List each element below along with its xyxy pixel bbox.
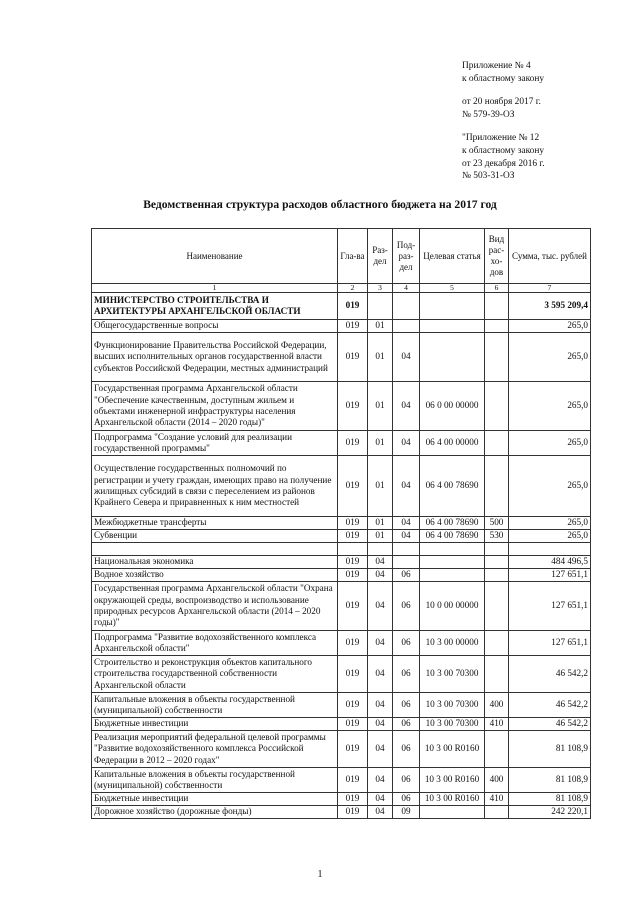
- reference-line: "Приложение № 12: [462, 133, 540, 144]
- cell-vid: 530: [485, 530, 509, 543]
- cell-name: Реализация мероприятий федеральной целевой программы "Развитие водохозяйственного комплекса Российской Федерации в 2012 – 2020 годах": [92, 731, 338, 768]
- cell-vid: [485, 656, 509, 693]
- column-header-statya: Целевая статья: [420, 229, 485, 284]
- cell-summa: 265,0: [509, 320, 591, 333]
- cell-summa: 484 496,5: [509, 556, 591, 569]
- cell-name: Подпрограмма "Развитие водохозяйственного комплекса Архангельской области": [92, 631, 338, 656]
- appendix-line: к областному закону: [462, 73, 545, 84]
- column-number: 7: [509, 284, 591, 293]
- cell-glava: 019: [338, 333, 368, 382]
- reference-line: к областному закону: [462, 145, 545, 156]
- table-row: [92, 333, 591, 382]
- table-row: [92, 656, 591, 693]
- cell-razdel: [368, 293, 393, 320]
- cell-name: Дорожное хозяйство (дорожные фонды): [92, 806, 338, 819]
- reference-line: от 23 декабря 2016 г.: [462, 158, 545, 169]
- cell-name: Государственная программа Архангельской области "Обеспечение качественным, доступным жильем и объектами инженерной инфраструктуры населения Архангельской области (2014 – 2020 годы)": [92, 382, 338, 431]
- column-number: 6: [485, 284, 509, 293]
- column-number: 2: [338, 284, 368, 293]
- cell-vid: 410: [485, 718, 509, 731]
- table-row: [92, 293, 591, 320]
- cell-podrazdel: 04: [393, 431, 420, 456]
- law-number-line: № 579-39-ОЗ: [462, 109, 515, 120]
- cell-razdel: 01: [368, 456, 393, 517]
- cell-statya: [420, 320, 485, 333]
- cell-name: Государственная программа Архангельской области "Охрана окружающей среды, воспроизводство и использование природных ресурсов Архангельской области (2014 – 2020 годы)": [92, 582, 338, 631]
- table-row: [92, 456, 591, 517]
- cell-podrazdel: 04: [393, 530, 420, 543]
- table-row: [92, 731, 591, 768]
- cell-razdel: 01: [368, 320, 393, 333]
- cell-podrazdel: 06: [393, 569, 420, 582]
- column-header-glava: Гла-ва: [338, 229, 368, 284]
- cell-podrazdel: 06: [393, 718, 420, 731]
- cell-glava: 019: [338, 569, 368, 582]
- cell-statya: 10 3 00 R0160: [420, 768, 485, 793]
- column-number: 4: [393, 284, 420, 293]
- reference-block: [462, 132, 632, 182]
- cell-podrazdel: 04: [393, 456, 420, 517]
- cell-glava: 019: [338, 320, 368, 333]
- cell-razdel: 04: [368, 731, 393, 768]
- cell-statya: [420, 293, 485, 320]
- cell-statya: 10 3 00 70300: [420, 718, 485, 731]
- cell-name: Осуществление государственных полномочий по регистрации и учету граждан, имеющих право на получение жилищных субсидий в связи с переселением из районов Крайнего Севера и приравненных к ним местностей: [92, 456, 338, 517]
- cell-statya: 06 4 00 78690: [420, 530, 485, 543]
- cell-name: Капитальные вложения в объекты государственной (муниципальной) собственности: [92, 693, 338, 718]
- cell-summa: 265,0: [509, 517, 591, 530]
- cell-summa: [509, 543, 591, 556]
- cell-name: Строительство и реконструкция объектов капитального строительства государственной собственности Архангельской области: [92, 656, 338, 693]
- cell-glava: 019: [338, 517, 368, 530]
- cell-statya: 10 3 00 R0160: [420, 731, 485, 768]
- cell-name: Водное хозяйство: [92, 569, 338, 582]
- column-number-row: [92, 284, 591, 293]
- cell-razdel: 04: [368, 806, 393, 819]
- cell-podrazdel: 06: [393, 768, 420, 793]
- cell-vid: 400: [485, 693, 509, 718]
- cell-name: МИНИСТЕРСТВО СТРОИТЕЛЬСТВА И АРХИТЕКТУРЫ АРХАНГЕЛЬСКОЙ ОБЛАСТИ: [92, 293, 338, 320]
- column-header-razdel: Раз-дел: [368, 229, 393, 284]
- table-row: [92, 693, 591, 718]
- appendix-header: [462, 60, 632, 194]
- column-number: 1: [92, 284, 338, 293]
- column-header-podrazdel: Под-раз-дел: [393, 229, 420, 284]
- cell-statya: 06 4 00 78690: [420, 517, 485, 530]
- law-date-block: [462, 96, 632, 121]
- cell-glava: 019: [338, 582, 368, 631]
- cell-name: Функционирование Правительства Российской Федерации, высших исполнительных органов государственной власти субъектов Российской Федерации, местных администраций: [92, 333, 338, 382]
- table-header-row: [92, 229, 591, 284]
- appendix-line: Приложение № 4: [462, 61, 531, 71]
- cell-razdel: 04: [368, 656, 393, 693]
- cell-vid: [485, 543, 509, 556]
- cell-glava: 019: [338, 768, 368, 793]
- law-date-line: от 20 ноября 2017 г.: [462, 97, 541, 108]
- table-row: [92, 768, 591, 793]
- cell-podrazdel: [393, 543, 420, 556]
- cell-summa: 46 542,2: [509, 656, 591, 693]
- column-header-name: Наименование: [92, 229, 338, 284]
- reference-line: № 503-31-ОЗ: [462, 171, 515, 182]
- cell-name: Национальная экономика: [92, 556, 338, 569]
- table-row: [92, 569, 591, 582]
- cell-name: Субвенции: [92, 530, 338, 543]
- document-title: Ведомственная структура расходов областного бюджета на 2017 год: [143, 198, 497, 211]
- table-row: [92, 543, 591, 556]
- cell-glava: 019: [338, 731, 368, 768]
- cell-podrazdel: 06: [393, 693, 420, 718]
- cell-podrazdel: [393, 556, 420, 569]
- cell-summa: 265,0: [509, 431, 591, 456]
- cell-podrazdel: [393, 320, 420, 333]
- cell-razdel: 04: [368, 631, 393, 656]
- cell-glava: 019: [338, 806, 368, 819]
- cell-glava: 019: [338, 530, 368, 543]
- table-row: [92, 582, 591, 631]
- cell-podrazdel: 04: [393, 333, 420, 382]
- cell-summa: 81 108,9: [509, 768, 591, 793]
- cell-statya: [420, 569, 485, 582]
- cell-summa: 242 220,1: [509, 806, 591, 819]
- cell-summa: 3 595 209,4: [509, 293, 591, 320]
- table-row: [92, 556, 591, 569]
- cell-glava: [338, 543, 368, 556]
- cell-glava: 019: [338, 718, 368, 731]
- cell-statya: 06 0 00 00000: [420, 382, 485, 431]
- cell-glava: 019: [338, 656, 368, 693]
- cell-statya: 10 0 00 00000: [420, 582, 485, 631]
- cell-vid: [485, 320, 509, 333]
- cell-statya: 10 3 00 70300: [420, 656, 485, 693]
- table-row: [92, 631, 591, 656]
- cell-glava: 019: [338, 556, 368, 569]
- cell-summa: 265,0: [509, 530, 591, 543]
- table-row: [92, 320, 591, 333]
- cell-vid: [485, 582, 509, 631]
- cell-summa: 81 108,9: [509, 793, 591, 806]
- table-row: [92, 431, 591, 456]
- cell-glava: 019: [338, 693, 368, 718]
- cell-podrazdel: 06: [393, 582, 420, 631]
- cell-vid: [485, 382, 509, 431]
- cell-podrazdel: 06: [393, 793, 420, 806]
- cell-razdel: 04: [368, 556, 393, 569]
- cell-vid: [485, 431, 509, 456]
- cell-statya: [420, 556, 485, 569]
- cell-glava: 019: [338, 382, 368, 431]
- cell-summa: 265,0: [509, 456, 591, 517]
- table-body: [92, 293, 591, 819]
- budget-table: [91, 228, 591, 819]
- cell-vid: [485, 456, 509, 517]
- cell-name: Общегосударственные вопросы: [92, 320, 338, 333]
- column-header-vid: Вид рас-хо-дов: [485, 229, 509, 284]
- cell-vid: [485, 293, 509, 320]
- cell-summa: 265,0: [509, 382, 591, 431]
- cell-podrazdel: 09: [393, 806, 420, 819]
- cell-summa: 46 542,2: [509, 693, 591, 718]
- cell-summa: 127 651,1: [509, 569, 591, 582]
- cell-statya: [420, 333, 485, 382]
- table-row: [92, 517, 591, 530]
- cell-statya: 10 3 00 00000: [420, 631, 485, 656]
- cell-vid: [485, 731, 509, 768]
- table-row: [92, 530, 591, 543]
- cell-glava: 019: [338, 431, 368, 456]
- table-row: [92, 718, 591, 731]
- page-number: 1: [317, 869, 323, 880]
- cell-statya: [420, 543, 485, 556]
- table-row: [92, 793, 591, 806]
- cell-podrazdel: 04: [393, 517, 420, 530]
- cell-summa: 127 651,1: [509, 582, 591, 631]
- cell-glava: 019: [338, 293, 368, 320]
- cell-statya: 10 3 00 70300: [420, 693, 485, 718]
- column-number: 5: [420, 284, 485, 293]
- cell-vid: 400: [485, 768, 509, 793]
- cell-statya: 06 4 00 00000: [420, 431, 485, 456]
- cell-razdel: 04: [368, 768, 393, 793]
- cell-summa: 81 108,9: [509, 731, 591, 768]
- cell-statya: [420, 806, 485, 819]
- cell-razdel: 04: [368, 793, 393, 806]
- cell-vid: 410: [485, 793, 509, 806]
- cell-name: Бюджетные инвестиции: [92, 793, 338, 806]
- cell-vid: 500: [485, 517, 509, 530]
- cell-razdel: [368, 543, 393, 556]
- cell-summa: 127 651,1: [509, 631, 591, 656]
- cell-name: Капитальные вложения в объекты государственной (муниципальной) собственности: [92, 768, 338, 793]
- cell-summa: 46 542,2: [509, 718, 591, 731]
- cell-podrazdel: [393, 293, 420, 320]
- table-row: [92, 382, 591, 431]
- cell-razdel: 01: [368, 431, 393, 456]
- column-number: 3: [368, 284, 393, 293]
- cell-razdel: 01: [368, 517, 393, 530]
- cell-vid: [485, 556, 509, 569]
- appendix-block: [462, 60, 632, 85]
- cell-razdel: 01: [368, 382, 393, 431]
- column-header-summa: Сумма, тыс. рублей: [509, 229, 591, 284]
- cell-summa: 265,0: [509, 333, 591, 382]
- cell-vid: [485, 569, 509, 582]
- cell-statya: 06 4 00 78690: [420, 456, 485, 517]
- cell-vid: [485, 806, 509, 819]
- cell-podrazdel: 06: [393, 631, 420, 656]
- cell-podrazdel: 04: [393, 382, 420, 431]
- cell-name: Бюджетные инвестиции: [92, 718, 338, 731]
- cell-statya: 10 3 00 R0160: [420, 793, 485, 806]
- cell-razdel: 04: [368, 569, 393, 582]
- cell-razdel: 04: [368, 693, 393, 718]
- cell-podrazdel: 06: [393, 656, 420, 693]
- cell-vid: [485, 333, 509, 382]
- cell-glava: 019: [338, 631, 368, 656]
- table-row: [92, 806, 591, 819]
- cell-glava: 019: [338, 793, 368, 806]
- cell-razdel: 04: [368, 582, 393, 631]
- cell-podrazdel: 06: [393, 731, 420, 768]
- cell-name: Межбюджетные трансферты: [92, 517, 338, 530]
- cell-razdel: 04: [368, 718, 393, 731]
- cell-name: Подпрограмма "Создание условий для реализации государственной программы": [92, 431, 338, 456]
- cell-glava: 019: [338, 456, 368, 517]
- cell-razdel: 01: [368, 530, 393, 543]
- cell-name: [92, 543, 338, 556]
- cell-razdel: 01: [368, 333, 393, 382]
- cell-vid: [485, 631, 509, 656]
